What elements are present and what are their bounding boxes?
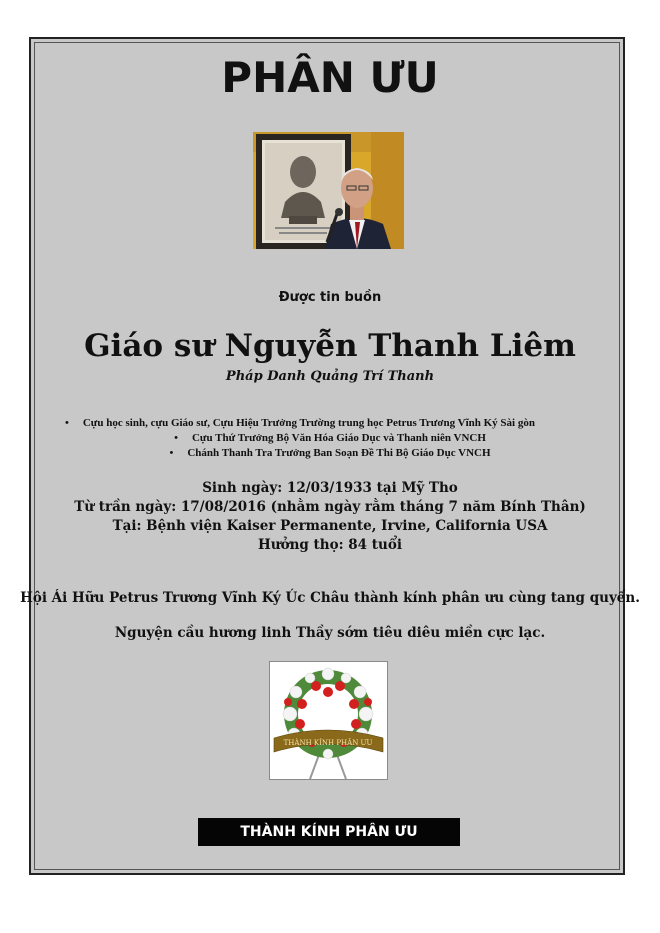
condolence-message: Hội Ái Hữu Petrus Trương Vĩnh Ký Úc Châu thành kính phân ưu cùng tang quyến. xyxy=(20,590,640,606)
wreath-ribbon-text: THÀNH KÍNH PHÂN ƯU xyxy=(283,739,373,747)
list-item: • Cựu học sinh, cựu Giáo sư, Cựu Hiệu Trưởng Trường trung học Petrus Trương Vĩnh Ký Sài gòn xyxy=(40,416,620,431)
birth-date: Sinh ngày: 12/03/1933 tại Mỹ Tho xyxy=(202,480,458,496)
portrait-photo xyxy=(253,132,404,249)
portrait-image xyxy=(253,132,404,249)
dharma-name: Pháp Danh Quảng Trí Thanh xyxy=(225,369,435,384)
positions-list xyxy=(40,416,620,461)
dates-block xyxy=(0,479,660,555)
deceased-name: Giáo sư Nguyễn Thanh Liêm xyxy=(84,328,576,364)
prayer-message: Nguyện cầu hương linh Thầy sớm tiêu diêu miền cực lạc. xyxy=(114,625,546,641)
lead-text: Được tin buồn xyxy=(278,290,382,305)
condolence-banner: THÀNH KÍNH PHÂN ƯU xyxy=(198,818,460,846)
wreath-icon xyxy=(270,662,387,779)
list-item: • Chánh Thanh Tra Trưởng Ban Soạn Đề Thi Bộ Giáo Dục VNCH xyxy=(40,446,620,461)
death-place: Tại: Bệnh viện Kaiser Permanente, Irvine, California USA xyxy=(112,518,548,534)
death-date: Từ trần ngày: 17/08/2016 (nhằm ngày rằm tháng 7 năm Bính Thân) xyxy=(74,499,586,515)
wreath-image xyxy=(269,661,388,780)
page-title: PHÂN ƯU xyxy=(221,53,439,102)
age: Hưởng thọ: 84 tuổi xyxy=(258,537,402,553)
list-item: • Cựu Thứ Trưởng Bộ Văn Hóa Giáo Dục và Thanh niên VNCH xyxy=(40,431,620,446)
